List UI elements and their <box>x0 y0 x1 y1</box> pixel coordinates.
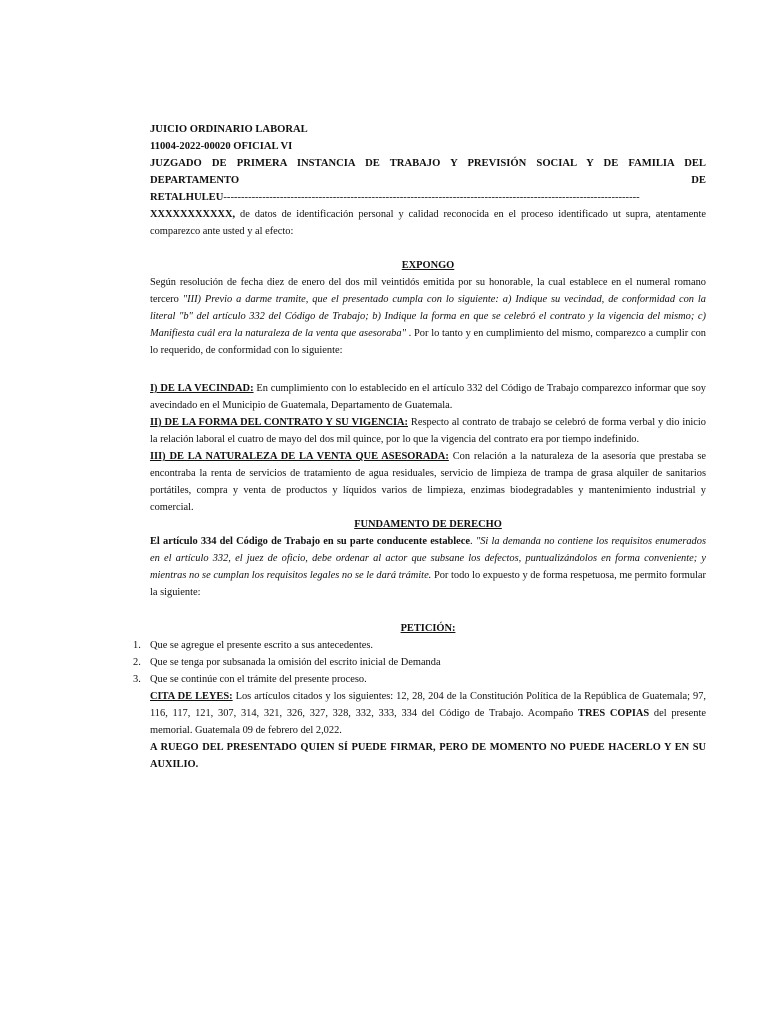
expongo-paragraph <box>150 274 706 359</box>
expongo-text-end: . Por lo tanto y en cumplimiento del mismo, comparezco a cumplir con lo requerido, de conformidad con lo siguiente: <box>150 328 706 356</box>
court-name <box>150 155 706 189</box>
expongo-quote: "III) Previo a darme tramite, que el presentado cumpla con lo siguiente: a) Indique su vecindad, de conformidad con la literal "b" del artículo 332 del Código de Trabajo; b) Indique la forma en que se celebró el contrato y la vigencia del mismo; c) Manifiesta cuál era la naturaleza de la venta que asesoraba" <box>150 294 707 339</box>
case-number: 11004-2022-00020 OFICIAL VI <box>150 141 293 152</box>
fundamento-paragraph <box>150 533 706 601</box>
fundamento-quote: "Si la demanda no contiene los requisitos enumerados en el artículo 332, el juez de oficio, debe ordenar al actor que subsane los defectos, puntualizándolos en forma conveniente; y mientras no se cumplan los requisitos legales no se le dará trámite. <box>150 536 706 581</box>
fundamento-end: Por todo lo expuesto y de forma respetuosa, me permito formular la siguiente: <box>150 570 706 598</box>
cita-bold: TRES COPIAS <box>578 708 650 719</box>
list-item <box>133 671 706 688</box>
peticion-heading: PETICIÓN: <box>400 623 456 634</box>
section-text: Respecto al contrato de trabajo se celebró de forma verbal y dio inicio la relación laboral el cuatro de mayo del dos mil quince, por lo que la vigencia del contrato era por tiempo indefinido. <box>150 417 706 445</box>
expongo-text-start: Según resolución de fecha diez de enero del dos mil veintidós emitida por su honorable, la cual establece en el numeral romano tercero <box>150 277 706 305</box>
section-text: Con relación a la naturaleza de la asesoría que prestaba se encontraba la renta de servicios de tratamiento de agua residuales, servicio de limpieza de trampa de grasa alquiler de sanitarios portátiles, compra y venta de productos y líquidos varios de limpieza, enzimas biodegradables y mantenimiento industrial y comercial. <box>150 451 706 513</box>
list-item <box>133 654 706 671</box>
case-type: JUICIO ORDINARIO LABORAL <box>150 124 308 135</box>
expongo-heading: EXPONGO <box>401 260 455 271</box>
section-heading: I) DE LA VECINDAD: <box>150 383 254 394</box>
fundamento-dot: . <box>470 536 473 547</box>
section-contrato <box>150 414 706 448</box>
list-text: Que se tenga por subsanada la omisión del escrito inicial de Demanda <box>150 657 441 668</box>
cita-heading: CITA DE LEYES: <box>150 691 233 702</box>
party-name: XXXXXXXXXXX, <box>150 209 236 220</box>
ruego-paragraph: A RUEGO DEL PRESENTADO QUIEN SÍ PUEDE FIRMAR, PERO DE MOMENTO NO PUEDE HACERLO Y EN SU AUXILIO. <box>150 742 706 770</box>
cita-paragraph <box>150 688 706 739</box>
list-number: 3. <box>133 674 141 685</box>
section-vecindad <box>150 380 706 414</box>
fundamento-heading: FUNDAMENTO DE DERECHO <box>354 519 502 530</box>
section-naturaleza <box>150 448 706 516</box>
list-text: Que se continúe con el trámite del presente proceso. <box>150 674 367 685</box>
section-heading: II) DE LA FORMA DEL CONTRATO Y SU VIGENCIA: <box>150 417 409 428</box>
list-text: Que se agregue el presente escrito a sus antecedentes. <box>150 640 374 651</box>
court-name-main: JUZGADO DE PRIMERA INSTANCIA DE TRABAJO Y PREVISIÓN SOCIAL Y DE FAMILIA DEL DEPARTAMENTO DE <box>150 158 706 186</box>
intro-text: de datos de identificación personal y calidad reconocida en el proceso identificado ut supra, atentamente comparezco ante usted y al efecto: <box>150 209 706 237</box>
court-department <box>150 189 706 206</box>
peticion-list <box>133 637 706 688</box>
list-number: 1. <box>133 640 141 651</box>
document-page <box>133 121 707 773</box>
intro-paragraph <box>150 206 706 240</box>
cita-text1: Los artículos citados y los siguientes: 12, 28, 204 de la Constitución Política de la República de Guatemala; 97, 116, 117, 121, 307, 314, 321, 326, 327, 328, 332, 333, 334 del Código de Trabajo. Acompaño <box>150 691 706 719</box>
list-item <box>133 637 706 654</box>
list-number: 2. <box>133 657 141 668</box>
fundamento-bold: El artículo 334 del Código de Trabajo en su parte conducente establece <box>150 536 471 547</box>
dash-line: ---------------------------------------------------------------------------------------------------------------------- <box>223 192 640 203</box>
section-heading: III) DE LA NATURALEZA DE LA VENTA QUE ASESORADA: <box>150 451 449 462</box>
cita-text2: del presente memorial. Guatemala 09 de febrero del 2,022. <box>150 708 706 736</box>
section-text: En cumplimiento con lo establecido en el artículo 332 del Código de Trabajo comparezco informar que soy avecindado en el Municipio de Guatemala, Departamento de Guatemala. <box>150 383 706 411</box>
court-department-name: RETALHULEU <box>150 192 224 203</box>
